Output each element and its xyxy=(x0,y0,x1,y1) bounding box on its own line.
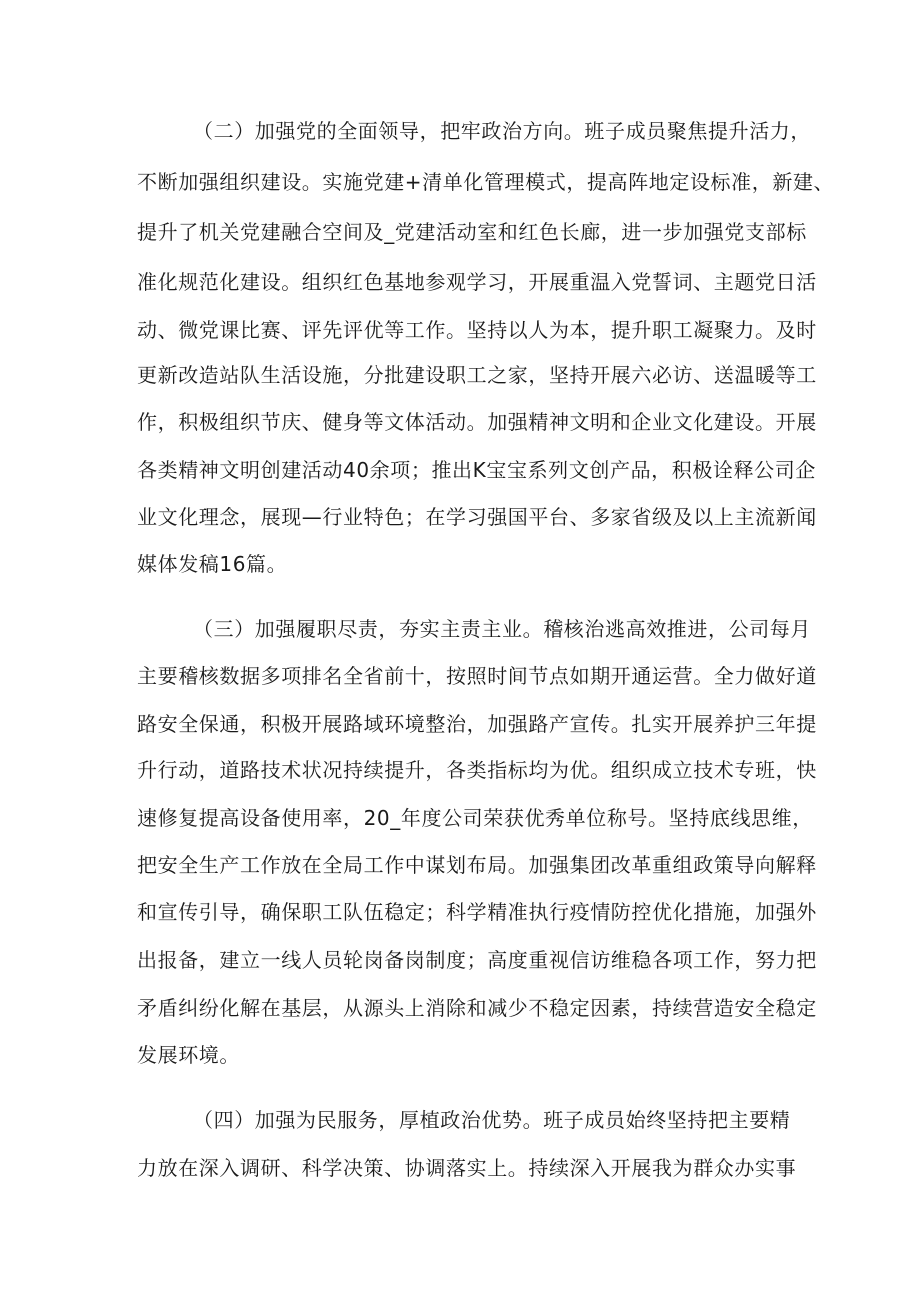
paragraph-line: 提升了机关党建融合空间及_党建活动室和红色长廊，进一步加强党支部标 xyxy=(137,220,807,244)
paragraph-line: 更新改造站队生活设施，分批建设职工之家，坚持开展六必访、送温暖等工 xyxy=(137,363,817,387)
paragraph-line: 业文化理念，展现—行业特色；在学习强国平台、多家省级及以上主流新闻 xyxy=(137,505,817,529)
paragraph-line: （二）加强党的全面领导，把牢政治方向。班子成员聚焦提升活力， xyxy=(193,119,811,143)
paragraph-line: 动、微党课比赛、评先评优等工作。坚持以人为本，提升职工凝聚力。及时 xyxy=(137,318,817,342)
paragraph-line: 准化规范化建设。组织红色基地参观学习，开展重温入党誓词、主题党日活 xyxy=(137,270,817,294)
paragraph-line: 发展环境。 xyxy=(137,1043,240,1067)
paragraph-line: 各类精神文明创建活动40余项；推出K宝宝系列文创产品，积极诠释公司企 xyxy=(137,458,816,482)
paragraph-line: 媒体发稿16篇。 xyxy=(137,552,288,576)
paragraph-line: 速修复提高设备使用率，20_年度公司荣获优秀单位称号。坚持底线思维， xyxy=(137,806,813,830)
paragraph-line: 把安全生产工作放在全局工作中谋划布局。加强集团改革重组政策导向解释 xyxy=(137,853,817,877)
paragraph-line: （四）加强为民服务，厚植政治优势。班子成员始终坚持把主要精 xyxy=(193,1108,791,1132)
paragraph-line: 路安全保通，积极开展路域环境整治，加强路产宣传。扎实开展养护三年提 xyxy=(137,712,817,736)
paragraph-line: 升行动，道路技术状况持续提升，各类指标均为优。组织成立技术专班，快 xyxy=(137,758,817,782)
paragraph-line: 力放在深入调研、科学决策、协调落实上。持续深入开展我为群众办实事 xyxy=(137,1156,797,1180)
paragraph-line: 出报备，建立一线人员轮岗备岗制度；高度重视信访维稳各项工作，努力把 xyxy=(137,948,817,972)
paragraph-line: 和宣传引导，确保职工队伍稳定；科学精准执行疫情防控优化措施，加强外 xyxy=(137,900,817,924)
paragraph-line: （三）加强履职尽责，夯实主责主业。稽核治逃高效推进，公司每月 xyxy=(193,617,811,641)
paragraph-line: 主要稽核数据多项排名全省前十，按照时间节点如期开通运营。全力做好道 xyxy=(137,664,817,688)
paragraph-line: 不断加强组织建设。实施党建+清单化管理模式，提高阵地定设标准，新建、 xyxy=(137,170,835,194)
paragraph-line: 矛盾纠纷化解在基层，从源头上消除和减少不稳定因素，持续营造安全稳定 xyxy=(137,996,817,1020)
paragraph-line: 作，积极组织节庆、健身等文体活动。加强精神文明和企业文化建设。开展 xyxy=(137,410,817,434)
